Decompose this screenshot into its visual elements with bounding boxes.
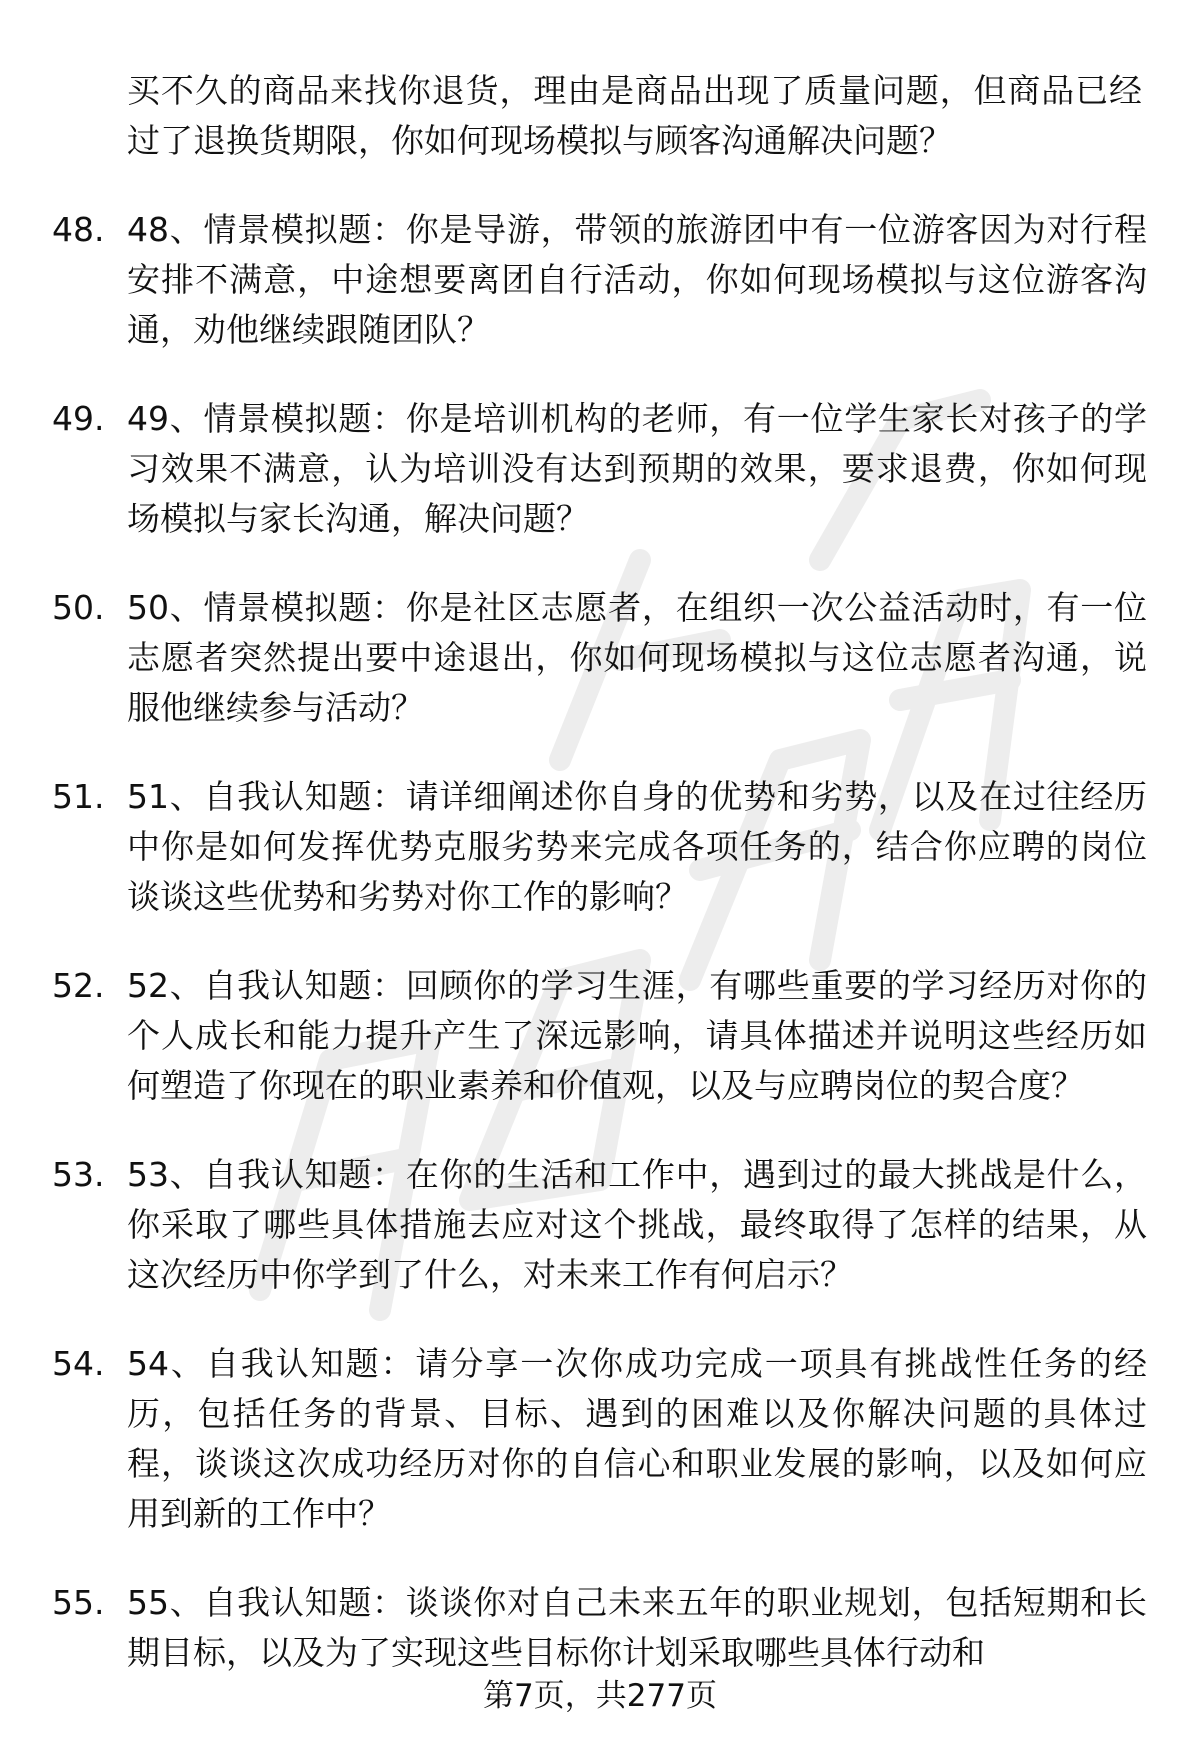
item-text: 54、自我认知题：请分享一次你成功完成一项具有挑战性任务的经历，包括任务的背景、目标、遇到的困难以及你解决问题的具体过程，谈谈这次成功经历对你的自信心和职业发展的影响，以及如何应用到新的工作中？ [127, 1344, 1147, 1533]
list-item [0, 1578, 1200, 1678]
list-item [0, 772, 1200, 922]
item-number: 54. [52, 1344, 105, 1383]
item-number: 52. [52, 966, 105, 1005]
item-number: 55. [52, 1583, 105, 1622]
list-item [0, 1339, 1200, 1539]
item-number: 49. [52, 399, 105, 438]
item-number: 50. [52, 588, 105, 627]
item-number: 51. [52, 777, 105, 816]
page-number-label: 第7页，共277页 [483, 1678, 717, 1714]
page-footer [0, 1674, 1200, 1718]
item-number: 48. [52, 210, 105, 249]
item-text: 52、自我认知题：回顾你的学习生涯，有哪些重要的学习经历对你的个人成长和能力提升产生了深远影响，请具体描述并说明这些经历如何塑造了你现在的职业素养和价值观，以及与应聘岗位的契合度？ [127, 966, 1147, 1105]
list-item [0, 583, 1200, 733]
list-item [0, 394, 1200, 544]
list-item [0, 961, 1200, 1111]
item-text: 55、自我认知题：谈谈你对自己未来五年的职业规划，包括短期和长期目标，以及为了实现这些目标你计划采取哪些具体行动和 [127, 1583, 1147, 1672]
list-item [0, 66, 1200, 166]
list-item [0, 1150, 1200, 1300]
item-text: 53、自我认知题：在你的生活和工作中，遇到过的最大挑战是什么，你采取了哪些具体措施去应对这个挑战，最终取得了怎样的结果，从这次经历中你学到了什么，对未来工作有何启示？ [127, 1155, 1147, 1294]
item-text: 买不久的商品来找你退货，理由是商品出现了质量问题，但商品已经过了退换货期限，你如何现场模拟与顾客沟通解决问题？ [127, 71, 1142, 160]
list-item [0, 205, 1200, 355]
item-text: 50、情景模拟题：你是社区志愿者，在组织一次公益活动时，有一位志愿者突然提出要中途退出，你如何现场模拟与这位志愿者沟通，说服他继续参与活动？ [127, 588, 1147, 727]
item-number: 53. [52, 1155, 105, 1194]
item-text: 49、情景模拟题：你是培训机构的老师，有一位学生家长对孩子的学习效果不满意，认为培训没有达到预期的效果，要求退费，你如何现场模拟与家长沟通，解决问题？ [127, 399, 1147, 538]
question-list [0, 66, 1200, 1717]
item-text: 48、情景模拟题：你是导游，带领的旅游团中有一位游客因为对行程安排不满意，中途想要离团自行活动，你如何现场模拟与这位游客沟通，劝他继续跟随团队？ [127, 210, 1147, 349]
item-text: 51、自我认知题：请详细阐述你自身的优势和劣势，以及在过往经历中你是如何发挥优势克服劣势来完成各项任务的，结合你应聘的岗位谈谈这些优势和劣势对你工作的影响？ [127, 777, 1147, 916]
